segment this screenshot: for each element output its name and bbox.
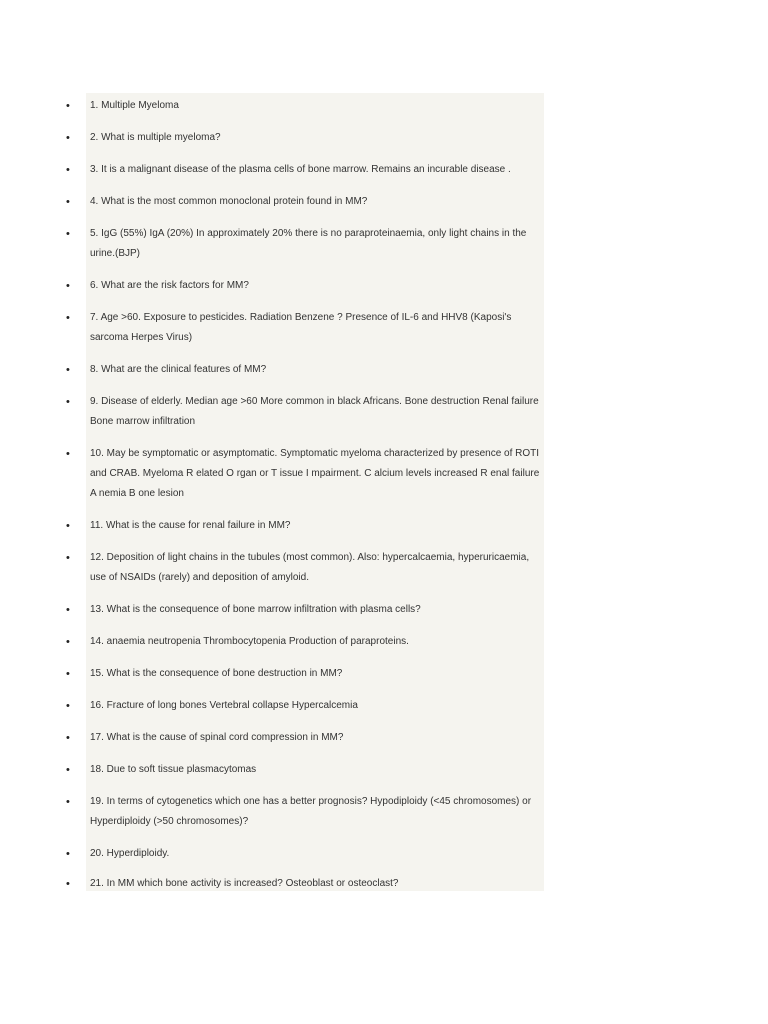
list-item-text: 16. Fracture of long bones Vertebral collapse Hypercalcemia: [90, 700, 358, 711]
bullet-icon: •: [66, 164, 70, 176]
bullet-icon: •: [66, 228, 70, 240]
bullet-icon: •: [66, 364, 70, 376]
bullet-icon: •: [66, 312, 70, 324]
bullet-icon: •: [66, 100, 70, 112]
list-item-text: 12. Deposition of light chains in the tubules (most common). Also: hypercalcaemia, hyperuricaemia, use of NSAIDs (rarely) and deposition of amyloid.: [90, 552, 530, 583]
list-item-text: 19. In terms of cytogenetics which one has a better prognosis? Hypodiploidy (<45 chromosomes) or Hyperdiploidy (>50 chromosomes)?: [90, 796, 532, 827]
list-item-text: 14. anaemia neutropenia Thrombocytopenia Production of paraproteins.: [90, 636, 409, 647]
bullet-icon: •: [66, 280, 70, 292]
list-item-text: 11. What is the cause for renal failure in MM?: [90, 520, 291, 531]
list-item-text: 17. What is the cause of spinal cord compression in MM?: [90, 732, 344, 743]
list-item-text: 1. Multiple Myeloma: [90, 100, 179, 111]
bullet-icon: •: [66, 732, 70, 744]
list-item-text: 7. Age >60. Exposure to pesticides. Radiation Benzene ? Presence of IL-6 and HHV8 (Kaposi's sarcoma Herpes Virus): [90, 312, 512, 343]
bullet-icon: •: [66, 796, 70, 808]
bullet-icon: •: [66, 764, 70, 776]
list-item-text: 15. What is the consequence of bone destruction in MM?: [90, 668, 343, 679]
bullet-icon: •: [66, 636, 70, 648]
list-item-text: 6. What are the risk factors for MM?: [90, 280, 249, 291]
list-item-text: 20. Hyperdiploidy.: [90, 848, 170, 859]
bullet-icon: •: [66, 878, 70, 890]
list-item-text: 13. What is the consequence of bone marrow infiltration with plasma cells?: [90, 604, 421, 615]
list-item-text: 2. What is multiple myeloma?: [90, 132, 221, 143]
bullet-icon: •: [66, 132, 70, 144]
bullet-icon: •: [66, 520, 70, 532]
list-item-text: 8. What are the clinical features of MM?: [90, 364, 267, 375]
list-item-text: 4. What is the most common monoclonal protein found in MM?: [90, 196, 368, 207]
list-item-text: 10. May be symptomatic or asymptomatic. Symptomatic myeloma characterized by presence of ROTI and CRAB. Myeloma R elated O rgan or T issue I mpairment. C alcium levels increased R enal failure A nemia B one lesion: [90, 448, 540, 499]
bullet-icon: •: [66, 196, 70, 208]
list-item-text: 5. IgG (55%) IgA (20%) In approximately 20% there is no paraproteinaemia, only light chains in the urine.(BJP): [90, 228, 527, 259]
bullet-icon: •: [66, 448, 70, 460]
list-item-text: 9. Disease of elderly. Median age >60 More common in black Africans. Bone destruction Renal failure Bone marrow infiltration: [90, 396, 539, 427]
bullet-icon: •: [66, 700, 70, 712]
list-item-text: 21. In MM which bone activity is increased? Osteoblast or osteoclast?: [90, 878, 399, 889]
bullet-icon: •: [66, 848, 70, 860]
list-item-text: 18. Due to soft tissue plasmacytomas: [90, 764, 257, 775]
bullet-icon: •: [66, 604, 70, 616]
bullet-icon: •: [66, 668, 70, 680]
bullet-icon: •: [66, 552, 70, 564]
bullet-icon: •: [66, 396, 70, 408]
list-item-text: 3. It is a malignant disease of the plasma cells of bone marrow. Remains an incurable disease .: [90, 164, 511, 175]
